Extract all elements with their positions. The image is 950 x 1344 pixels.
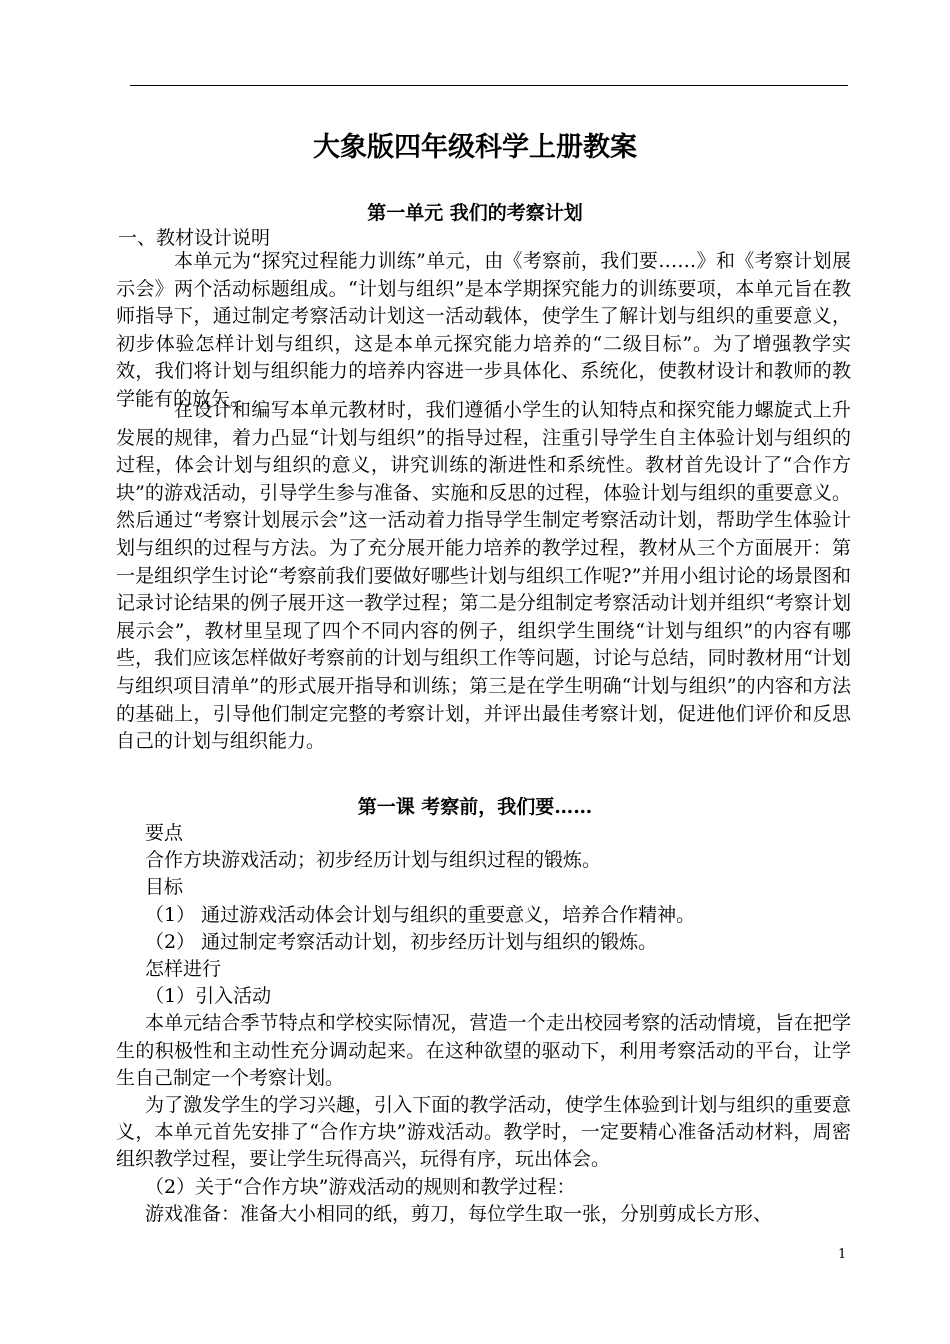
goal-item-1: （1） 通过游戏活动体会计划与组织的重要意义，培养合作精神。 bbox=[145, 903, 696, 926]
key-points-label: 要点 bbox=[145, 822, 184, 844]
document-title: 大象版四年级科学上册教案 bbox=[313, 132, 637, 163]
lesson-body bbox=[116, 820, 851, 1228]
step-1-label: （1）引入活动 bbox=[145, 985, 272, 1008]
key-points-text: 合作方块游戏活动；初步经历计划与组织过程的锻炼。 bbox=[145, 849, 602, 872]
lesson-heading: 第一课 考察前，我们要…… bbox=[357, 796, 593, 818]
header-rule bbox=[130, 85, 848, 86]
step-2-label: （2）关于“合作方块”游戏活动的规则和教学过程： bbox=[145, 1175, 576, 1198]
procedure-label: 怎样进行 bbox=[145, 958, 222, 981]
step-1-paragraph-1: 本单元结合季节特点和学校实际情况，营造一个走出校园考察的活动情境，旨在把学生的积极性和主动性充分调动起来。在这种欲望的驱动下，利用考察活动的平台，让学生自己制定一个考察计划。 bbox=[116, 1012, 851, 1089]
intro-paragraph-2 bbox=[116, 397, 851, 756]
paragraph-text: 本单元为“探究过程能力训练”单元，由《考察前，我们要……》和《考察计划展示会》两个活动标题组成。“计划与组织”是本学期探究能力的训练要项，本单元旨在教师指导下，通过制定考察活动计划这一活动载体，使学生了解计划与组织的重要意义，初步体验怎样计划与组织，这是本单元探究能力培养的“二级目标”。为了增强教学实效，我们将计划与组织能力的培养内容进一步具体化、系统化，使教材设计和教师的教学能有的放矢。 bbox=[116, 250, 851, 410]
step-2-paragraph-1: 游戏准备：准备大小相同的纸，剪刀，每位学生取一张，分别剪成长方形、 bbox=[145, 1202, 773, 1225]
goal-item-2: （2） 通过制定考察活动计划，初步经历计划与组织的锻炼。 bbox=[145, 930, 658, 953]
unit-heading: 第一单元 我们的考察计划 bbox=[367, 202, 583, 224]
paragraph-text: 在设计和编写本单元教材时，我们遵循小学生的认知特点和探究能力螺旋式上升发展的规律，着力凸显“计划与组织”的指导过程，注重引导学生自主体验计划与组织的过程，体会计划与组织的意义，讲究训练的渐进性和系统性。教材首先设计了“合作方块”的游戏活动，引导学生参与准备、实施和反思的过程，体验计划与组织的重要意义。然后通过“考察计划展示会”这一活动着力指导学生制定考察活动计划，帮助学生体验计划与组织的过程与方法。为了充分展开能力培养的教学过程，教材从三个方面展开：第一是组织学生讨论“考察前我们要做好哪些计划与组织工作呢?”并用小组讨论的场景图和记录讨论结果的例子展开这一教学过程；第二是分组制定考察活动计划并组织“考察计划展示会”，教材里呈现了四个不同内容的例子，组织学生围绕“计划与组织”的内容有哪些，我们应该怎样做好考察前的计划与组织工作等问题，讨论与总结，同时教材用“计划与组织项目清单”的形式展开指导和训练；第三是在学生明确“计划与组织”的内容和方法的基础上，引导他们制定完整的考察计划，并评出最佳考察计划，促进他们评价和反思自己的计划与组织能力。 bbox=[116, 399, 851, 753]
page-number: 1 bbox=[838, 1247, 847, 1262]
intro-paragraph-1 bbox=[116, 248, 851, 414]
step-1-paragraph-2: 为了激发学生的学习兴趣，引入下面的教学活动，使学生体验到计划与组织的重要意义，本单元首先安排了“合作方块”游戏活动。教学时，一定要精心准备活动材料，周密组织教学过程，要让学生玩得高兴，玩得有序，玩出体会。 bbox=[116, 1094, 851, 1171]
goals-label: 目标 bbox=[145, 876, 184, 899]
section-label: 一、教材设计说明 bbox=[118, 227, 271, 249]
